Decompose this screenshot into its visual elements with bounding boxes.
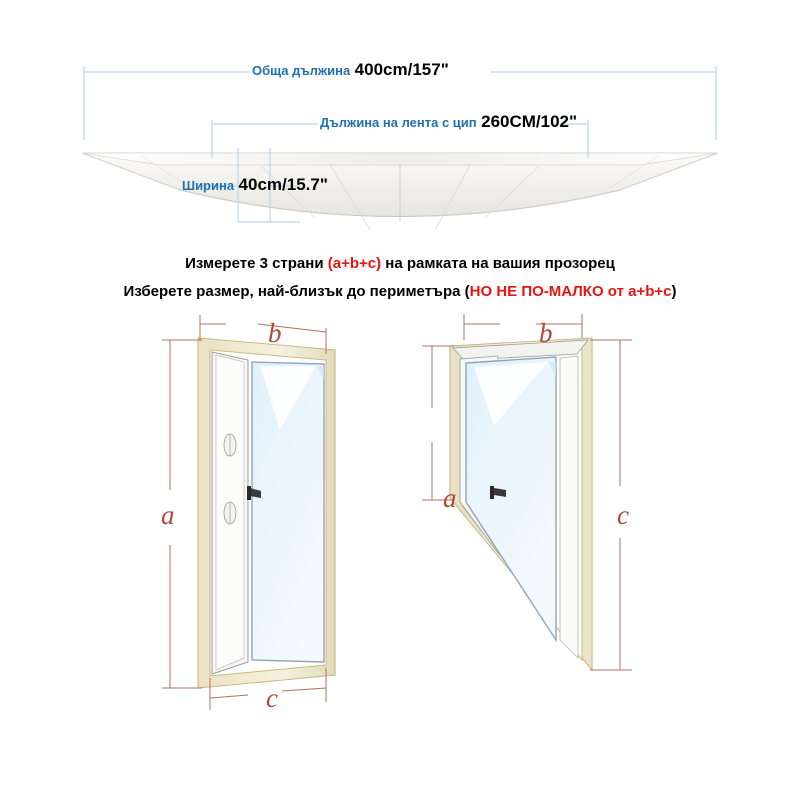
instruction-2-part-2: ) <box>671 283 677 300</box>
width-label <box>182 175 328 195</box>
left-label-c: c <box>266 683 278 713</box>
total-length-title: Обща дължина <box>252 63 351 78</box>
angled-view-window-diagram <box>420 310 670 730</box>
instruction-1-formula: (a+b+c) <box>327 255 382 272</box>
zip-length-title: Дължина на лента с цип <box>320 115 477 130</box>
instruction-1-part-2: на рамката на вашия прозорец <box>381 255 615 272</box>
zip-length-value: 260CM/102" <box>481 112 578 131</box>
width-value: 40cm/15.7" <box>238 175 328 194</box>
total-length-value: 400cm/157" <box>354 60 449 79</box>
left-label-a: a <box>161 500 175 530</box>
instruction-line-1 <box>0 255 800 272</box>
instruction-2-warning: НО НЕ ПО-МАЛКО от a+b+c <box>469 283 672 300</box>
right-label-a: a <box>443 483 457 513</box>
width-title: Ширина <box>182 178 235 193</box>
total-length-label <box>252 60 449 80</box>
instruction-line-2 <box>0 283 800 300</box>
instruction-1-part-1: Измерете 3 страни <box>185 255 328 272</box>
right-label-c: c <box>617 500 629 530</box>
zip-length-label <box>320 112 577 132</box>
left-label-b: b <box>268 318 282 348</box>
instruction-2-part-1: Изберете размер, най-близък до периметъра ( <box>123 283 470 300</box>
right-label-b: b <box>539 318 553 348</box>
